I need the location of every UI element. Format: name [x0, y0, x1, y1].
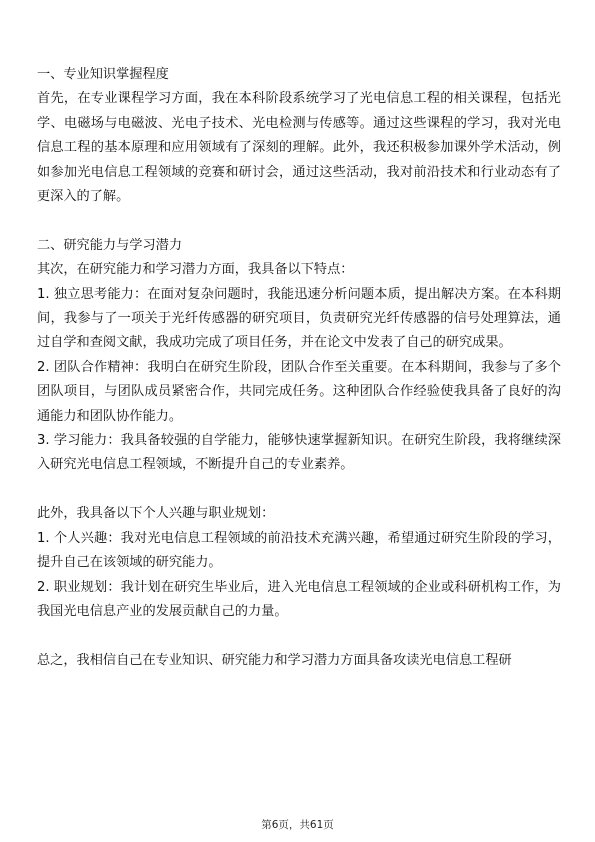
paragraph-spacer	[37, 478, 561, 502]
list-item-learning-ability: 3. 学习能力：我具备较强的自学能力，能够快速掌握新知识。在研究生阶段，我将继续深入研究光电信息工程领域，不断提升自己的专业素养。	[37, 433, 561, 473]
section-paragraph-knowledge: 首先，在专业课程学习方面，我在本科阶段系统学习了光电信息工程的相关课程，包括光学、电磁场与电磁波、光电子技术、光电检测与传感等。通过这些课程的学习，我对光电信息工程的基本原理和应用领域有了深刻的理解。此外，我还积极参加课外学术活动，例如参加光电信息工程领域的竞赛和研讨会，通过这些活动，我对前沿技术和行业动态有了更深入的了解。	[37, 91, 561, 205]
conclusion-paragraph: 总之，我相信自己在专业知识、研究能力和学习潜力方面具备攻读光电信息工程研	[37, 652, 512, 668]
list-item-career-plan: 2. 职业规划：我计划在研究生毕业后，进入光电信息工程领域的企业或科研机构工作，为我国光电信息产业的发展贡献自己的力量。	[37, 579, 561, 619]
section-heading-research: 二、研究能力与学习潜力	[37, 237, 183, 253]
page-footer-number: 第6页，共61页	[261, 819, 334, 831]
list-item-teamwork: 2. 团队合作精神：我明白在研究生阶段，团队合作至关重要。在本科期间，我参与了多个团队项目，与团队成员紧密合作，共同完成任务。这种团队合作经验使我具备了良好的沟通能力和团队协作能力。	[37, 359, 561, 424]
paragraph-spacer	[37, 209, 561, 233]
section-intro-interests: 此外，我具备以下个人兴趣与职业规划：	[37, 506, 275, 522]
document-body	[37, 63, 561, 673]
section-intro-research: 其次，在研究能力和学习潜力方面，我具备以下特点：	[37, 262, 354, 278]
section-heading-knowledge: 一、专业知识掌握程度	[37, 67, 169, 82]
list-item-personal-interest: 1. 个人兴趣：我对光电信息工程领域的前沿技术充满兴趣，希望通过研究生阶段的学习，提升自己在该领域的研究能力。	[37, 530, 561, 571]
paragraph-spacer	[37, 624, 561, 648]
list-item-independent-thinking: 1. 独立思考能力：在面对复杂问题时，我能迅速分析问题本质，提出解决方案。在本科期间，我参与了一项关于光纤传感器的研究项目，负责研究光纤传感器的信号处理算法，通过自学和查阅文献，我成功完成了项目任务，并在论文中发表了自己的研究成果。	[37, 286, 561, 351]
